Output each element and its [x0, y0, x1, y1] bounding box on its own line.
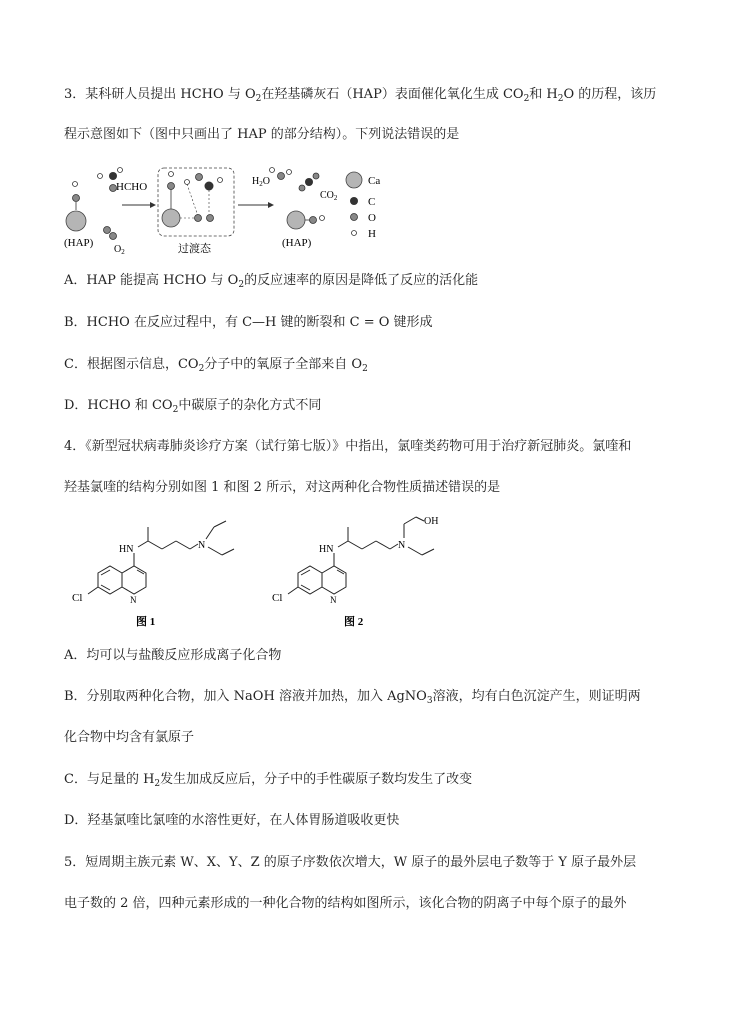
q3-line-2: 程示意图如下（图中只画出了 HAP 的部分结构）。下列说法错误的是 [64, 127, 460, 142]
fig1-cl: Cl [72, 592, 83, 604]
fig2-caption: 图 2 [344, 616, 364, 628]
q4-line-2: 羟基氯喹的结构分别如图 1 和图 2 所示，对这两种化合物性质描述错误的是 [64, 480, 501, 495]
legend-o-mark [351, 214, 358, 221]
legend-c: C [368, 196, 376, 208]
legend-h-mark [352, 231, 357, 236]
q3-option-c: C．根据图示信息，$CO_2$分子中的氧原子全部来自 $O_2$ [64, 357, 368, 374]
legend-o: O [368, 212, 376, 224]
fig1-caption: 图 1 [136, 616, 156, 628]
hcho-label: HCHO [116, 181, 148, 193]
legend-ca: Ca [368, 175, 381, 187]
q3-option-d: D．HCHO 和 $CO_2$中碳原子的杂化方式不同 [64, 398, 322, 415]
fig1-ring-n: N [130, 595, 137, 605]
q5-line-1: 5．短周期主族元素 W、X、Y、Z 的原子序数依次增大，W 原子的最外层电子数等于 Y 原子最外层 [64, 855, 637, 870]
q4-option-c: C．与足量的 $H_2$发生加成反应后，分子中的手性碳原子数均发生了改变 [64, 772, 473, 789]
q4-line-1: 4．《新型冠状病毒肺炎诊疗方案（试行第七版）》中指出，氯喹类药物可用于治疗新冠肺炎。氯喹和 [64, 439, 632, 454]
fig1-hn: HN [119, 544, 134, 555]
legend-ca-mark [346, 172, 362, 188]
q3-option-b: B．HCHO 在反应过程中，有 C—H 键的断裂和 C = O 键形成 [64, 315, 433, 330]
o2-label: $O_2$ [114, 244, 125, 256]
q4-option-b-line-2: 化合物中均含有氯原子 [64, 730, 195, 745]
q3-option-a: A．HAP 能提高 HCHO 与 $O_2$的反应速率的原因是降低了反应的活化能 [64, 273, 479, 290]
fig2-ring-n: N [330, 595, 337, 605]
legend-c-mark [350, 197, 358, 205]
q4-option-d: D．羟基氯喹比氯喹的水溶性更好，在人体胃肠道吸收更快 [64, 813, 400, 828]
fig1-n: N [198, 540, 206, 551]
hap-right-label: (HAP) [282, 237, 312, 249]
q3-line-1: 3．某科研人员提出 HCHO 与 $O_2$在羟基磷灰石（HAP）表面催化氧化生成 $CO_2$和 $H_2O$ 的历程，该历 [64, 87, 657, 104]
hap-left-label: (HAP) [64, 237, 94, 249]
fig2-oh: OH [424, 516, 439, 527]
fig2-cl: Cl [272, 592, 283, 604]
h2o-label: $H_2O$ [252, 176, 270, 188]
legend-h: H [368, 228, 376, 240]
q5-line-2: 电子数的 2 倍，四种元素形成的一种化合物的结构如图所示，该化合物的阴离子中每个原子的最外 [64, 896, 627, 911]
q4-option-a: A．均可以与盐酸反应形成离子化合物 [64, 648, 282, 663]
figure-1-chloroquine [58, 515, 248, 630]
q4-option-b-line-1: B．分别取两种化合物，加入 NaOH 溶液并加热，加入 AgNO$_3$溶液，均有白色沉淀产生，则证明两 [64, 689, 641, 706]
fig2-hn: HN [319, 544, 334, 555]
co2-label: $CO_2$ [320, 190, 338, 202]
figure-2-hydroxychloroquine [258, 510, 458, 630]
transition-label: 过渡态 [178, 243, 211, 255]
fig2-n: N [398, 540, 406, 551]
q3-reaction-diagram [60, 160, 400, 260]
